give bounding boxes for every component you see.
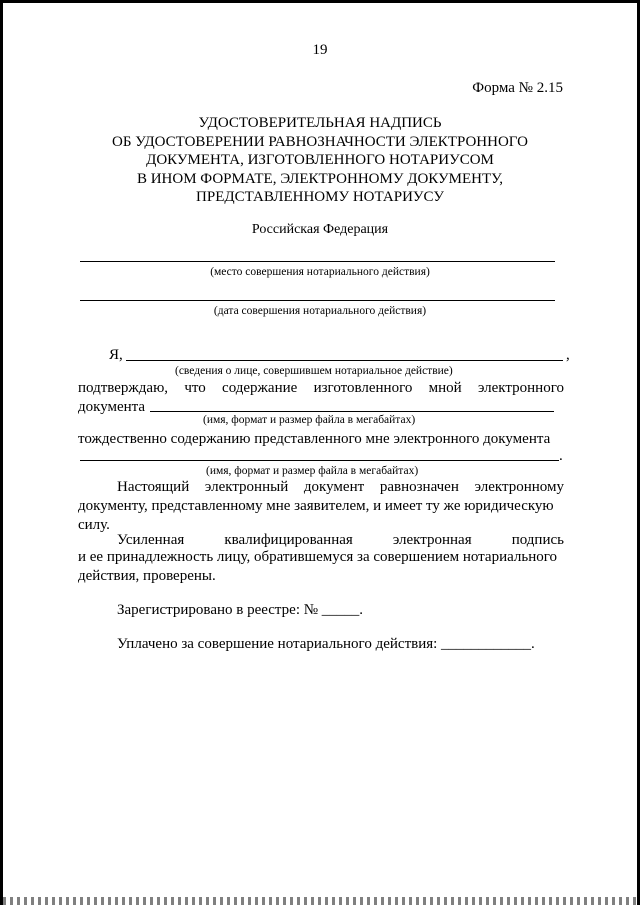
file-field-line-2[interactable] (80, 460, 559, 461)
form-label: Форма № 2.15 (472, 80, 563, 96)
para1-word: электронному (474, 479, 564, 495)
file-caption-2: (имя, формат и размер файла в мегабайтах) (206, 465, 419, 477)
para1-word: документ (303, 479, 365, 495)
confirm-word: подтверждаю, (78, 380, 169, 396)
para1-word: Настоящий (117, 479, 190, 495)
page-number: 19 (312, 42, 328, 58)
confirm-word: что (184, 380, 206, 396)
period-mark: . (559, 448, 563, 464)
confirm-word: электронного (478, 380, 564, 396)
title-line: В ИНОМ ФОРМАТЕ, ЭЛЕКТРОННОМУ ДОКУМЕНТУ, (136, 170, 504, 187)
document-word: документа (78, 399, 146, 415)
date-caption: (дата совершения нотариального действия) (213, 305, 427, 317)
ya-label: Я, (109, 347, 123, 363)
para1-word: равнозначен (379, 479, 459, 495)
title-line: УДОСТОВЕРИТЕЛЬНАЯ НАДПИСЬ (198, 115, 442, 131)
para2-word: квалифицированная (224, 532, 353, 548)
para2-line-2: и ее принадлежность лицу, обратившемуся за совершением нотариального (78, 549, 558, 565)
para2-word: подпись (511, 532, 564, 548)
registry-line: Зарегистрировано в реестре: № _____. (117, 602, 364, 618)
place-caption: (место совершения нотариального действия) (210, 266, 430, 278)
date-field-line[interactable] (80, 300, 555, 301)
file-caption-1: (имя, формат и размер файла в мегабайтах) (203, 414, 416, 426)
fee-line: Уплачено за совершение нотариального действия: ____________. (117, 636, 535, 652)
document-title (3, 114, 637, 207)
title-line: ОБ УДОСТОВЕРЕНИИ РАВНОЗНАЧНОСТИ ЭЛЕКТРОННОГО (112, 133, 528, 150)
para1-first-line (117, 478, 564, 496)
person-caption: (сведения о лице, совершившем нотариальное действие) (175, 365, 453, 377)
country-label: Российская Федерация (251, 222, 389, 237)
para2-word: электронная (392, 532, 472, 548)
person-field-line[interactable] (126, 360, 563, 361)
para1-word: электронный (204, 479, 289, 495)
confirm-word: мной (428, 380, 462, 396)
title-line: ДОКУМЕНТА, ИЗГОТОВЛЕННОГО НОТАРИУСОМ (146, 152, 494, 168)
identical-line: тождественно содержанию представленного мне электронного документа (78, 431, 551, 447)
comma-mark: , (566, 347, 570, 363)
scan-edge-strip (3, 897, 637, 905)
file-field-line-1[interactable] (150, 411, 554, 412)
place-field-line[interactable] (80, 261, 555, 262)
confirm-word: изготовленного (313, 380, 413, 396)
para1-line-2: документу, представленному мне заявителем, и имеет ту же юридическую (78, 498, 554, 514)
para1-line-3: силу. (78, 517, 110, 533)
title-line: ПРЕДСТАВЛЕННОМУ НОТАРИУСУ (196, 189, 444, 205)
para2-word: Усиленная (117, 532, 185, 548)
para2-line-3: действия, проверены. (78, 568, 216, 584)
para2-first-line (117, 531, 564, 549)
confirm-line (78, 379, 564, 397)
confirm-word: содержание (222, 380, 298, 396)
